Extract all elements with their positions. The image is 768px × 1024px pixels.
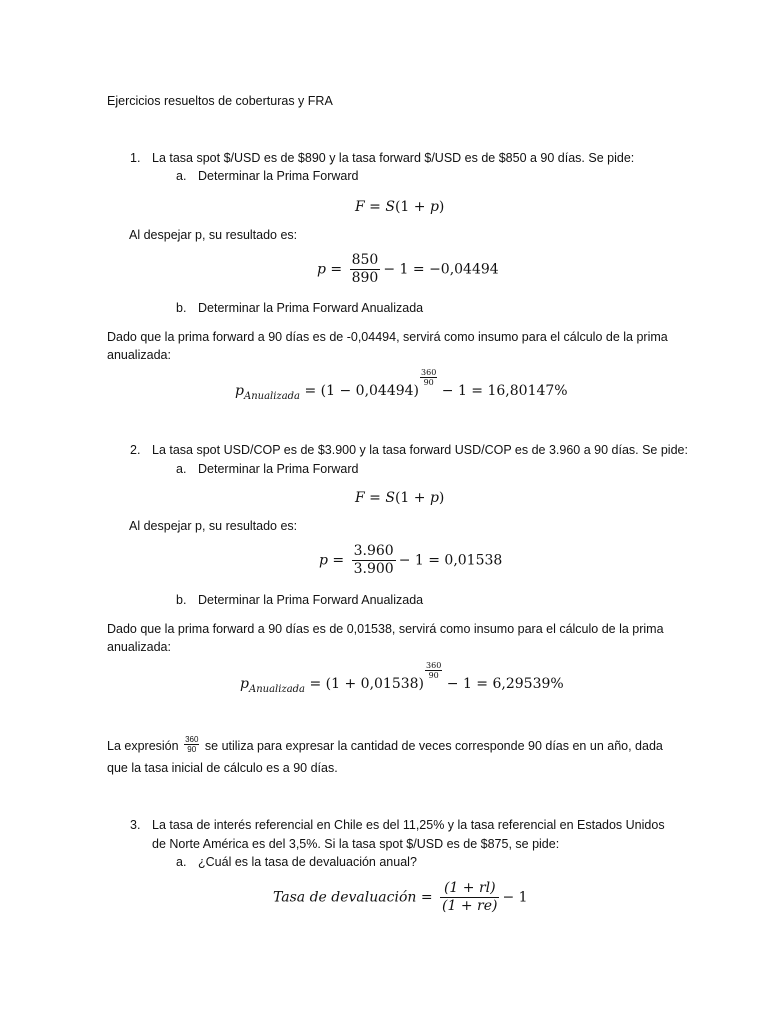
ex1-formula-s: S xyxy=(385,199,395,215)
ex2-statement: La tasa spot USD/COP es de $3.900 y la tasa forward USD/COP es de 3.960 a 90 días. Se pide: xyxy=(152,443,688,457)
note-frac-num: 360 xyxy=(185,735,199,744)
ex1-despejar: Al despejar p, su resultado es: xyxy=(129,228,298,242)
ex1-dado-line2: anualizada: xyxy=(107,348,171,362)
page-title: Ejercicios resueltos de coberturas y FRA xyxy=(107,94,333,108)
ex1-forward-formula: F = S(1 + p) xyxy=(355,199,445,215)
ex1-b-marker: b. xyxy=(176,301,187,315)
ex2-b-label: Determinar la Prima Forward Anualizada xyxy=(198,593,424,607)
note-frac-den: 90 xyxy=(187,745,197,754)
ex2-number: 2. xyxy=(130,443,141,457)
ex1-p-den: 890 xyxy=(351,270,379,286)
ex2-p-fraction xyxy=(352,543,396,578)
ex2-formula-lhs: F xyxy=(355,490,365,506)
ex2-pa-exp-num: 360 xyxy=(426,661,442,670)
note-prefix: La expresión xyxy=(107,738,179,753)
ex1-pa-var: p xyxy=(235,383,244,399)
ex1-statement: La tasa spot $/USD es de $890 y la tasa forward $/USD es de $850 a 90 días. Se pide: xyxy=(152,151,635,165)
ex1-dado-line1: Dado que la prima forward a 90 días es de -0,04494, servirá como insumo para el cálculo de la prima xyxy=(107,330,668,344)
ex2-a-label: Determinar la Prima Forward xyxy=(198,462,359,476)
ex2-a-marker: a. xyxy=(176,462,187,476)
ex1-annualized-formula xyxy=(235,368,568,404)
ex2-pa-sub: Anualizada xyxy=(248,684,306,695)
ex2-pa-exponent xyxy=(425,661,442,680)
ex1-number: 1. xyxy=(130,151,141,165)
ex1-a-marker: a. xyxy=(176,169,187,183)
ex2-p-den: 3.900 xyxy=(353,561,394,577)
ex3-devaluation-formula: Tasa de devaluación = $\frac{(1 + rl)}{(1 + re)}$ − 1 xyxy=(273,880,528,914)
ex2-forward-formula: F = S(1 + p) xyxy=(355,490,445,506)
ex3-formula-tail: − 1 xyxy=(502,889,528,906)
note-fraction xyxy=(184,735,199,754)
ex2-pa-base: = (1 + 0,01538) xyxy=(309,676,425,692)
ex2-formula-p: p xyxy=(429,490,439,506)
ex3-statement-line1: La tasa de interés referencial en Chile es del 11,25% y la tasa referencial en Estados Unidos xyxy=(152,818,665,832)
ex3-statement-line2: de Norte América es del 3,5%. Si la tasa spot $/USD es de $875, se pide: xyxy=(152,837,560,851)
ex2-formula-s: S xyxy=(385,490,395,506)
ex2-pa-exp-den: 90 xyxy=(428,671,439,680)
ex3-fraction xyxy=(440,880,499,915)
ex2-p-formula: p = $\frac{3.960}{3.900}$ − 1 = 0,01538 xyxy=(319,543,503,577)
note-line2: que la tasa inicial de cálculo es a 90 días. xyxy=(107,761,338,775)
ex1-formula-lhs: F xyxy=(355,199,365,215)
ex2-dado-line1: Dado que la prima forward a 90 días es de 0,01538, servirá como insumo para el cálculo de la prima xyxy=(107,622,664,636)
note-suffix: se utiliza para expresar la cantidad de veces corresponde 90 días en un año, dada xyxy=(204,738,663,753)
ex2-b-marker: b. xyxy=(176,593,187,607)
ex2-p-var: p xyxy=(319,552,328,569)
ex3-frac-den: (1 + re) xyxy=(442,898,498,914)
ex1-p-fraction xyxy=(350,252,381,287)
ex1-formula-p: p xyxy=(429,199,439,215)
ex1-pa-sub: Anualizada xyxy=(243,391,301,402)
ex1-p-result: − 1 = −0,04494 xyxy=(383,261,499,278)
ex3-a-marker: a. xyxy=(176,855,187,869)
ex1-p-formula: p = $\frac{850}{890}$ − 1 = −0,04494 xyxy=(317,252,499,286)
ex2-formula-close: ) xyxy=(438,490,445,506)
ex1-pa-base: = (1 − 0,04494) xyxy=(304,383,420,399)
ex2-p-num: 3.960 xyxy=(353,543,394,559)
ex2-pa-var: p xyxy=(240,676,249,692)
ex3-a-label: ¿Cuál es la tasa de devaluación anual? xyxy=(198,855,417,869)
ex3-frac-num: (1 + rl) xyxy=(440,880,499,898)
ex1-formula-rest: (1 + xyxy=(394,199,430,215)
note-line1 xyxy=(107,737,663,756)
ex3-formula-lhs: Tasa de devaluación xyxy=(273,889,417,906)
ex1-p-num: 850 xyxy=(351,252,379,268)
ex1-formula-close: ) xyxy=(438,199,445,215)
ex1-pa-exp-num: 360 xyxy=(421,368,437,377)
ex2-p-result: − 1 = 0,01538 xyxy=(398,552,503,569)
ex1-b-label: Determinar la Prima Forward Anualizada xyxy=(198,301,424,315)
ex2-formula-rest: (1 + xyxy=(394,490,430,506)
ex2-annualized-formula xyxy=(240,661,564,697)
ex1-a-label: Determinar la Prima Forward xyxy=(198,169,359,183)
ex1-pa-exponent xyxy=(420,368,437,387)
ex3-number: 3. xyxy=(130,818,141,832)
ex1-pa-result: − 1 = 16,80147% xyxy=(441,383,568,399)
ex2-despejar: Al despejar p, su resultado es: xyxy=(129,519,298,533)
ex2-pa-result: − 1 = 6,29539% xyxy=(446,676,564,692)
ex1-pa-exp-den: 90 xyxy=(423,378,434,387)
ex2-dado-line2: anualizada: xyxy=(107,640,171,654)
ex1-p-var: p xyxy=(317,261,326,278)
